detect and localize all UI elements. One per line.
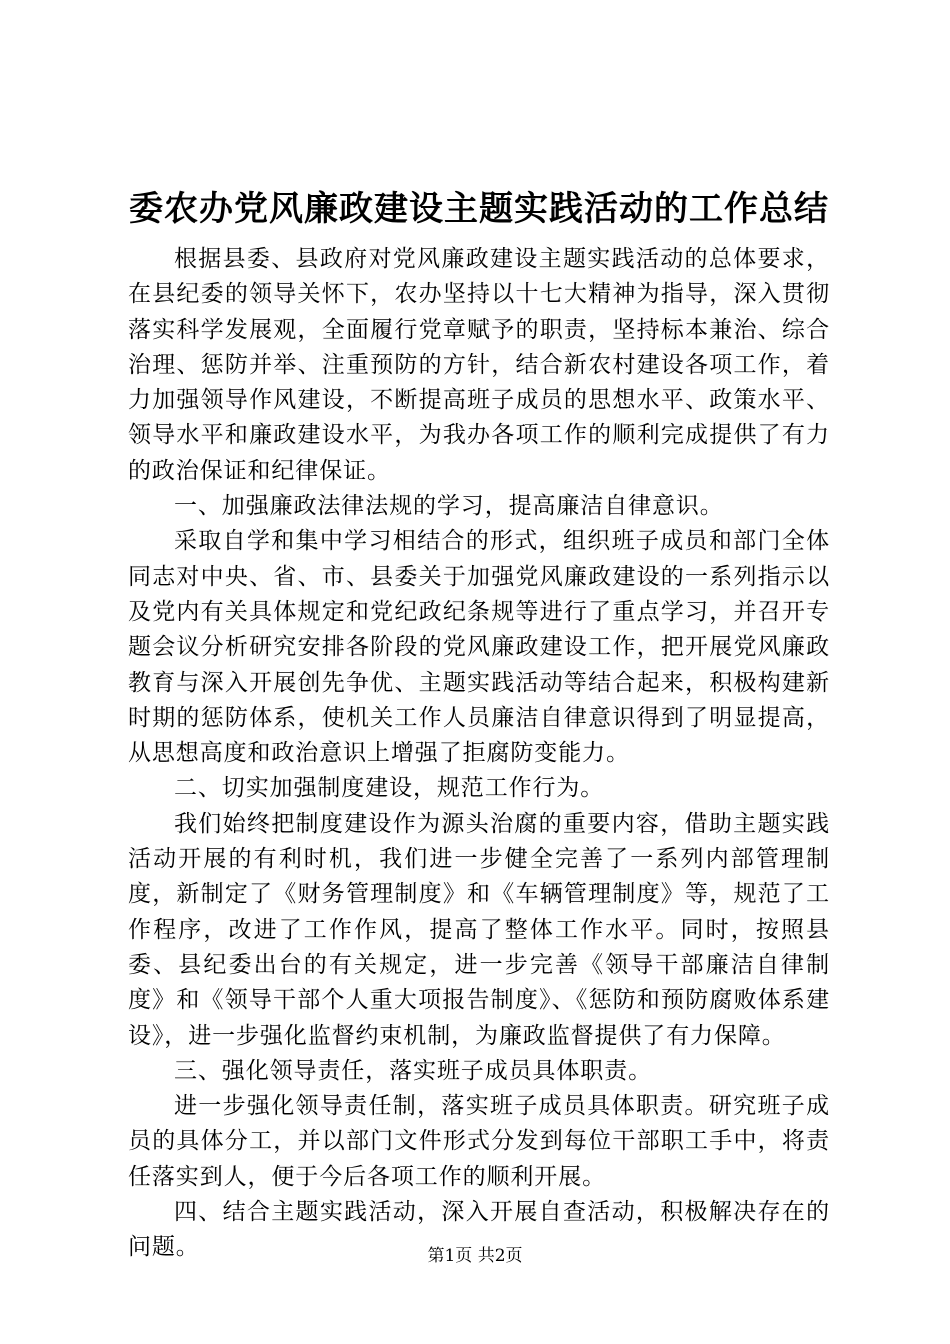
paragraph-intro: 根据县委、县政府对党风廉政建设主题实践活动的总体要求，在县纪委的领导关怀下，农办坚持以十七大精神为指导，深入贯彻落实科学发展观，全面履行党章赋予的职责，坚持标本兼治、综合治理、惩防并举、注重预防的方针，结合新农村建设各项工作，着力加强领导作风建设，不断提高班子成员的思想水平、政策水平、领导水平和廉政建设水平，为我办各项工作的顺利完成提供了有力的政治保证和纪律保证。 xyxy=(128,246,830,484)
section-heading-3: 三、强化领导责任，落实班子成员具体职责。 xyxy=(174,1057,652,1084)
document-title: 委农办党风廉政建设主题实践活动的工作总结 xyxy=(129,189,829,229)
section-heading-1: 一、加强廉政法律法规的学习，提高廉洁自律意识。 xyxy=(174,493,724,520)
paragraph-section-2: 我们始终把制度建设作为源头治腐的重要内容，借助主题实践活动开展的有利时机，我们进一步健全完善了一系列内部管理制度，新制定了《财务管理制度》和《车辆管理制度》等，规范了工作程序，改进了工作作风，提高了整体工作水平。同时，按照县委、县纪委出台的有关规定，进一步完善《领导干部廉洁自律制度》和《领导干部个人重大项报告制度》、《惩防和预防腐败体系建设》，进一步强化监督约束机制，为廉政监督提供了有力保障。 xyxy=(128,810,830,1049)
section-heading-4: 四、结合主题实践活动，深入开展自查活动，积极解决存在的问题。 xyxy=(128,1199,830,1261)
paragraph-section-3: 进一步强化领导责任制，落实班子成员具体职责。研究班子成员的具体分工，并以部门文件形式分发到每位干部职工手中，将责任落实到人，便于今后各项工作的顺利开展。 xyxy=(128,1093,830,1190)
paragraph-section-1: 采取自学和集中学习相结合的形式，组织班子成员和部门全体同志对中央、省、市、县委关于加强党风廉政建设的一系列指示以及党内有关具体规定和党纪政纪条规等进行了重点学习，并召开专题会议分析研究安排各阶段的党风廉政建设工作，把开展党风廉政教育与深入开展创先争优、主题实践活动等结合起来，积极构建新时期的惩防体系，使机关工作人员廉洁自律意识得到了明显提高，从思想高度和政治意识上增强了拒腐防变能力。 xyxy=(128,528,830,767)
document-body xyxy=(128,242,830,1266)
document-page xyxy=(128,180,830,1266)
page-number-footer: 第1页 共2页 xyxy=(427,1246,523,1266)
section-heading-2: 二、切实加强制度建设，规范工作行为。 xyxy=(174,775,605,802)
